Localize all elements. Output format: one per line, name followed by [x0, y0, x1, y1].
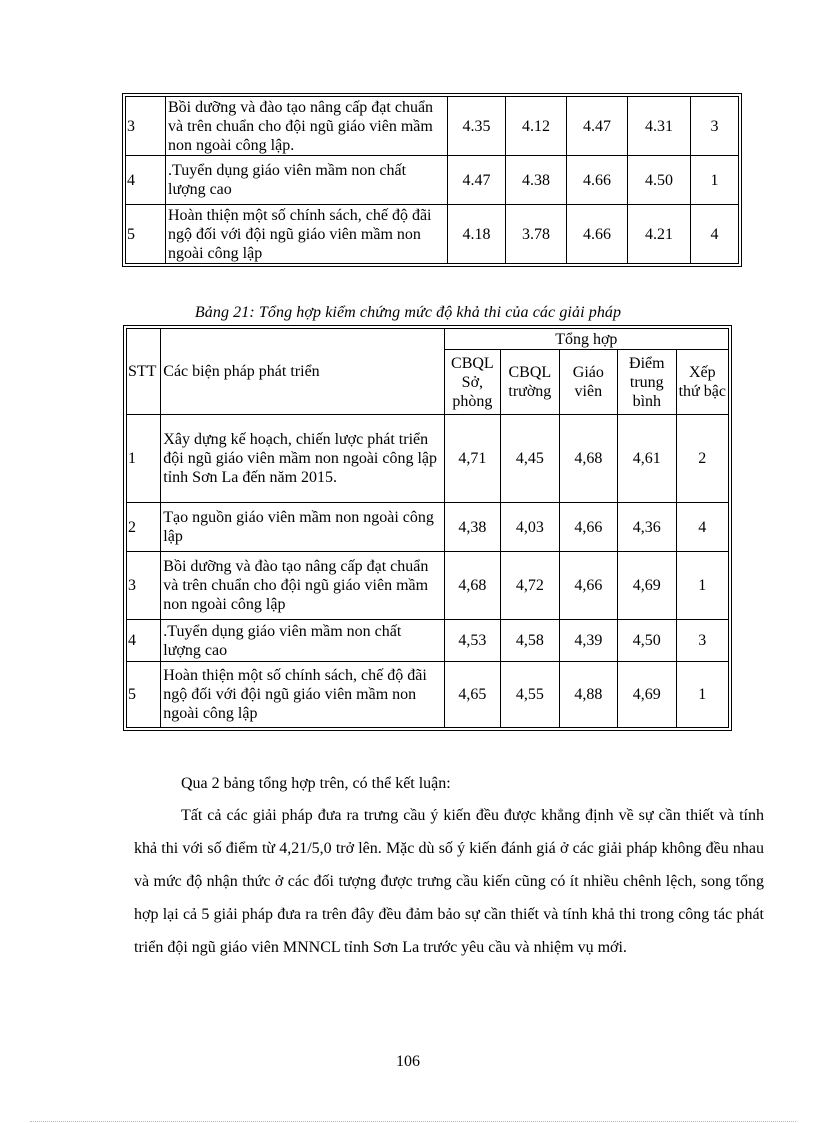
- value-cell: 4,66: [559, 503, 617, 552]
- value-cell: 4,68: [559, 415, 617, 503]
- stt-cell: 4: [126, 156, 166, 205]
- col-header-average: Điểm trung bình: [618, 350, 676, 415]
- average-cell: 4,69: [618, 552, 676, 620]
- value-cell: 4.66: [567, 205, 628, 264]
- rank-cell: 1: [676, 552, 728, 620]
- stt-cell: 1: [127, 415, 161, 503]
- col-header-cbql-school: CBQL trường: [501, 350, 559, 415]
- rank-cell: 1: [691, 156, 739, 205]
- value-cell: 4,55: [501, 662, 559, 728]
- table-row: [127, 415, 729, 503]
- table-caption: Bảng 21: Tổng hợp kiểm chứng mức độ khả thi của các giải pháp: [194, 304, 622, 321]
- value-cell: 4,38: [444, 503, 500, 552]
- stt-cell: 2: [127, 503, 161, 552]
- conclusion-paragraph: Tất cả các giải pháp đưa ra trưng cầu ý kiến đều được khẳng định về sự cần thiết và tính khả thi với số điểm từ 4,21/5,0 trở lên. Mặc dù số ý kiến đánh giá ở các giải pháp không đều nhau và mức độ nhận thức ở các đối tượng được trưng cầu kiến cũng có ít nhiều chênh lệch, song tổng hợp lại cả 5 giải pháp đưa ra trên đây đều đảm bảo sự cần thiết và tính khả thi trong công tác phát triển đội ngũ giáo viên MNNCL tỉnh Sơn La trước yêu cầu và nhiệm vụ mới.: [134, 807, 764, 956]
- value-cell: 4,45: [501, 415, 559, 503]
- value-cell: 4.66: [567, 156, 628, 205]
- rank-cell: 2: [676, 415, 728, 503]
- stt-cell: 5: [126, 205, 166, 264]
- value-cell: 4,58: [501, 620, 559, 662]
- table-solutions-necessity-continued: [125, 96, 739, 264]
- average-cell: 4.21: [628, 205, 691, 264]
- table-row: [126, 156, 739, 205]
- value-cell: 4,03: [501, 503, 559, 552]
- solution-cell: Xây dựng kế hoạch, chiến lược phát triển đội ngũ giáo viên mầm non ngoài công lập tỉnh Sơn La đến năm 2015.: [161, 415, 444, 503]
- rank-cell: 3: [676, 620, 728, 662]
- table-row: [127, 620, 729, 662]
- value-cell: 4,39: [559, 620, 617, 662]
- table-row: [127, 662, 729, 728]
- value-cell: 4,71: [444, 415, 500, 503]
- solution-cell: Bồi dưỡng và đào tạo nâng cấp đạt chuẩn và trên chuẩn cho đội ngũ giáo viên mầm non ngoài công lập.: [166, 97, 448, 156]
- col-header-cbql-department: CBQL Sở, phòng: [444, 350, 500, 415]
- solution-cell: Tạo nguồn giáo viên mầm non ngoài công lập: [161, 503, 444, 552]
- solution-cell: Hoàn thiện một số chính sách, chế độ đãi ngộ đối với đội ngũ giáo viên mầm non ngoài công lập: [166, 205, 448, 264]
- value-cell: 4.47: [448, 156, 506, 205]
- solution-header: Các biện pháp phát triển: [161, 329, 444, 415]
- rank-cell: 4: [676, 503, 728, 552]
- rank-cell: 4: [691, 205, 739, 264]
- value-cell: 4.12: [506, 97, 567, 156]
- table-row: [126, 205, 739, 264]
- summary-group-header: Tổng hợp: [444, 329, 728, 350]
- page-number: 106: [396, 1053, 420, 1070]
- value-cell: 3.78: [506, 205, 567, 264]
- average-cell: 4.50: [628, 156, 691, 205]
- stt-cell: 3: [126, 97, 166, 156]
- average-cell: 4,61: [618, 415, 676, 503]
- col-header-rank: Xếp thứ bậc: [676, 350, 728, 415]
- solution-cell: .Tuyển dụng giáo viên mầm non chất lượng cao: [166, 156, 448, 205]
- average-cell: 4,69: [618, 662, 676, 728]
- table-row: [127, 503, 729, 552]
- header-row: [127, 329, 729, 350]
- solution-cell: Bồi dưỡng và đào tạo nâng cấp đạt chuẩn và trên chuẩn cho đội ngũ giáo viên mầm non ngoài công lập: [161, 552, 444, 620]
- value-cell: 4,53: [444, 620, 500, 662]
- value-cell: 4,68: [444, 552, 500, 620]
- value-cell: 4.18: [448, 205, 506, 264]
- average-cell: 4,36: [618, 503, 676, 552]
- solution-cell: .Tuyển dụng giáo viên mầm non chất lượng cao: [161, 620, 444, 662]
- conclusion-intro: Qua 2 bảng tổng hợp trên, có thể kết luận:: [181, 775, 451, 792]
- value-cell: 4.47: [567, 97, 628, 156]
- value-cell: 4,65: [444, 662, 500, 728]
- value-cell: 4,88: [559, 662, 617, 728]
- stt-cell: 5: [127, 662, 161, 728]
- table-row: [127, 552, 729, 620]
- footer-divider: [30, 1121, 796, 1122]
- value-cell: 4,72: [501, 552, 559, 620]
- stt-header: STT: [127, 329, 161, 415]
- rank-cell: 1: [676, 662, 728, 728]
- stt-cell: 4: [127, 620, 161, 662]
- average-cell: 4,50: [618, 620, 676, 662]
- col-header-teachers: Giáo viên: [559, 350, 617, 415]
- value-cell: 4.35: [448, 97, 506, 156]
- table-row: [126, 97, 739, 156]
- stt-cell: 3: [127, 552, 161, 620]
- table-solutions-feasibility: [126, 328, 729, 728]
- value-cell: 4,66: [559, 552, 617, 620]
- value-cell: 4.38: [506, 156, 567, 205]
- average-cell: 4.31: [628, 97, 691, 156]
- solution-cell: Hoàn thiện một số chính sách, chế độ đãi ngộ đối với đội ngũ giáo viên mầm non ngoài công lập: [161, 662, 444, 728]
- rank-cell: 3: [691, 97, 739, 156]
